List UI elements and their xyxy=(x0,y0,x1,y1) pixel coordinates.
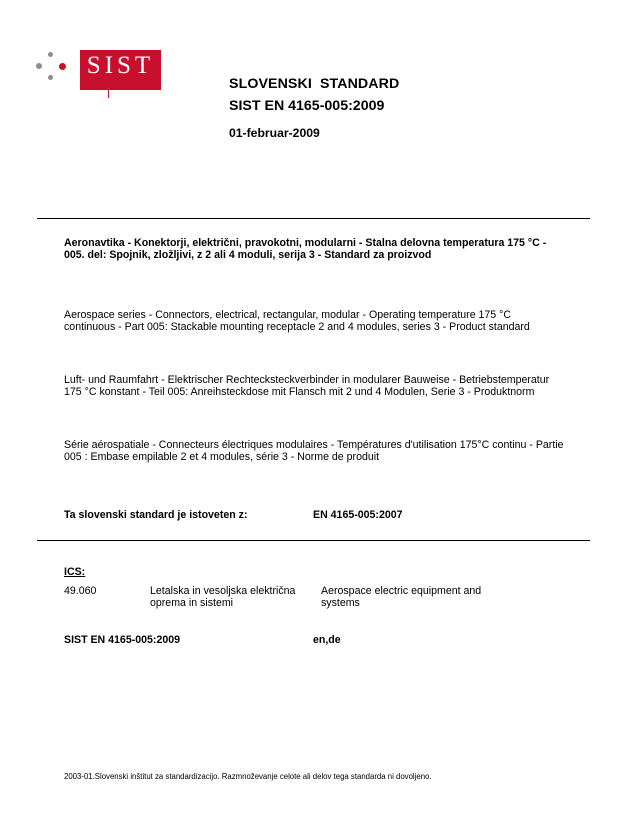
ics-label: ICS: xyxy=(64,566,86,578)
standard-type: SLOVENSKI STANDARD xyxy=(229,76,400,92)
top-divider xyxy=(37,218,590,219)
sist-logo: SIST xyxy=(80,50,161,90)
ics-code: 49.060 xyxy=(64,585,97,597)
logo-dot-bottom xyxy=(48,75,53,80)
title-slovenian: Aeronavtika - Konektorji, električni, pravokotni, modularni - Stalna delovna temperatura 175 °C - 005. del: Spojnik, zložljivi, z 2 ali 4 moduli, serija 3 - Standard za proizvod xyxy=(64,237,547,262)
publication-date: 01-februar-2009 xyxy=(229,126,320,140)
logo-dot-top xyxy=(48,52,53,57)
logo-dot-right xyxy=(59,63,66,70)
logo-stem xyxy=(108,90,109,98)
logo-dot-left xyxy=(36,63,42,69)
title-french: Série aérospatiale - Connecteurs électriques modulaires - Températures d'utilisation 175°C continu - Partie 005 : Embase empilable 2 et 4 modules, série 3 - Norme de produit xyxy=(64,439,564,464)
middle-divider xyxy=(37,540,590,541)
standard-id: SIST EN 4165-005:2009 xyxy=(229,98,385,114)
equivalence-value: EN 4165-005:2007 xyxy=(313,509,403,521)
document-id: SIST EN 4165-005:2009 xyxy=(64,634,181,646)
sist-logo-dots xyxy=(36,52,72,88)
ics-description-sl: Letalska in vesoljska električna oprema in sistemi xyxy=(150,585,296,610)
copyright-footer: 2003-01.Slovenski inštitut za standardizacijo. Razmnoževanje celote ali delov tega standarda ni dovoljeno. xyxy=(64,772,432,781)
document-languages: en,de xyxy=(313,634,341,646)
title-german: Luft- und Raumfahrt - Elektrischer Rechtecksteckverbinder in modularer Bauweise - Betriebstemperatur 175 °C konstant - Teil 005: Anreihsteckdose mit Flansch mit 2 und 4 Modulen, Serie 3 - Produktnorm xyxy=(64,374,550,399)
title-english: Aerospace series - Connectors, electrical, rectangular, modular - Operating temperature 175 °C continuous - Part 005: Stackable mounting receptacle 2 and 4 modules, series 3 - Product standard xyxy=(64,309,530,334)
equivalence-label: Ta slovenski standard je istoveten z: xyxy=(64,509,248,521)
ics-description-en: Aerospace electric equipment and systems xyxy=(321,585,482,610)
